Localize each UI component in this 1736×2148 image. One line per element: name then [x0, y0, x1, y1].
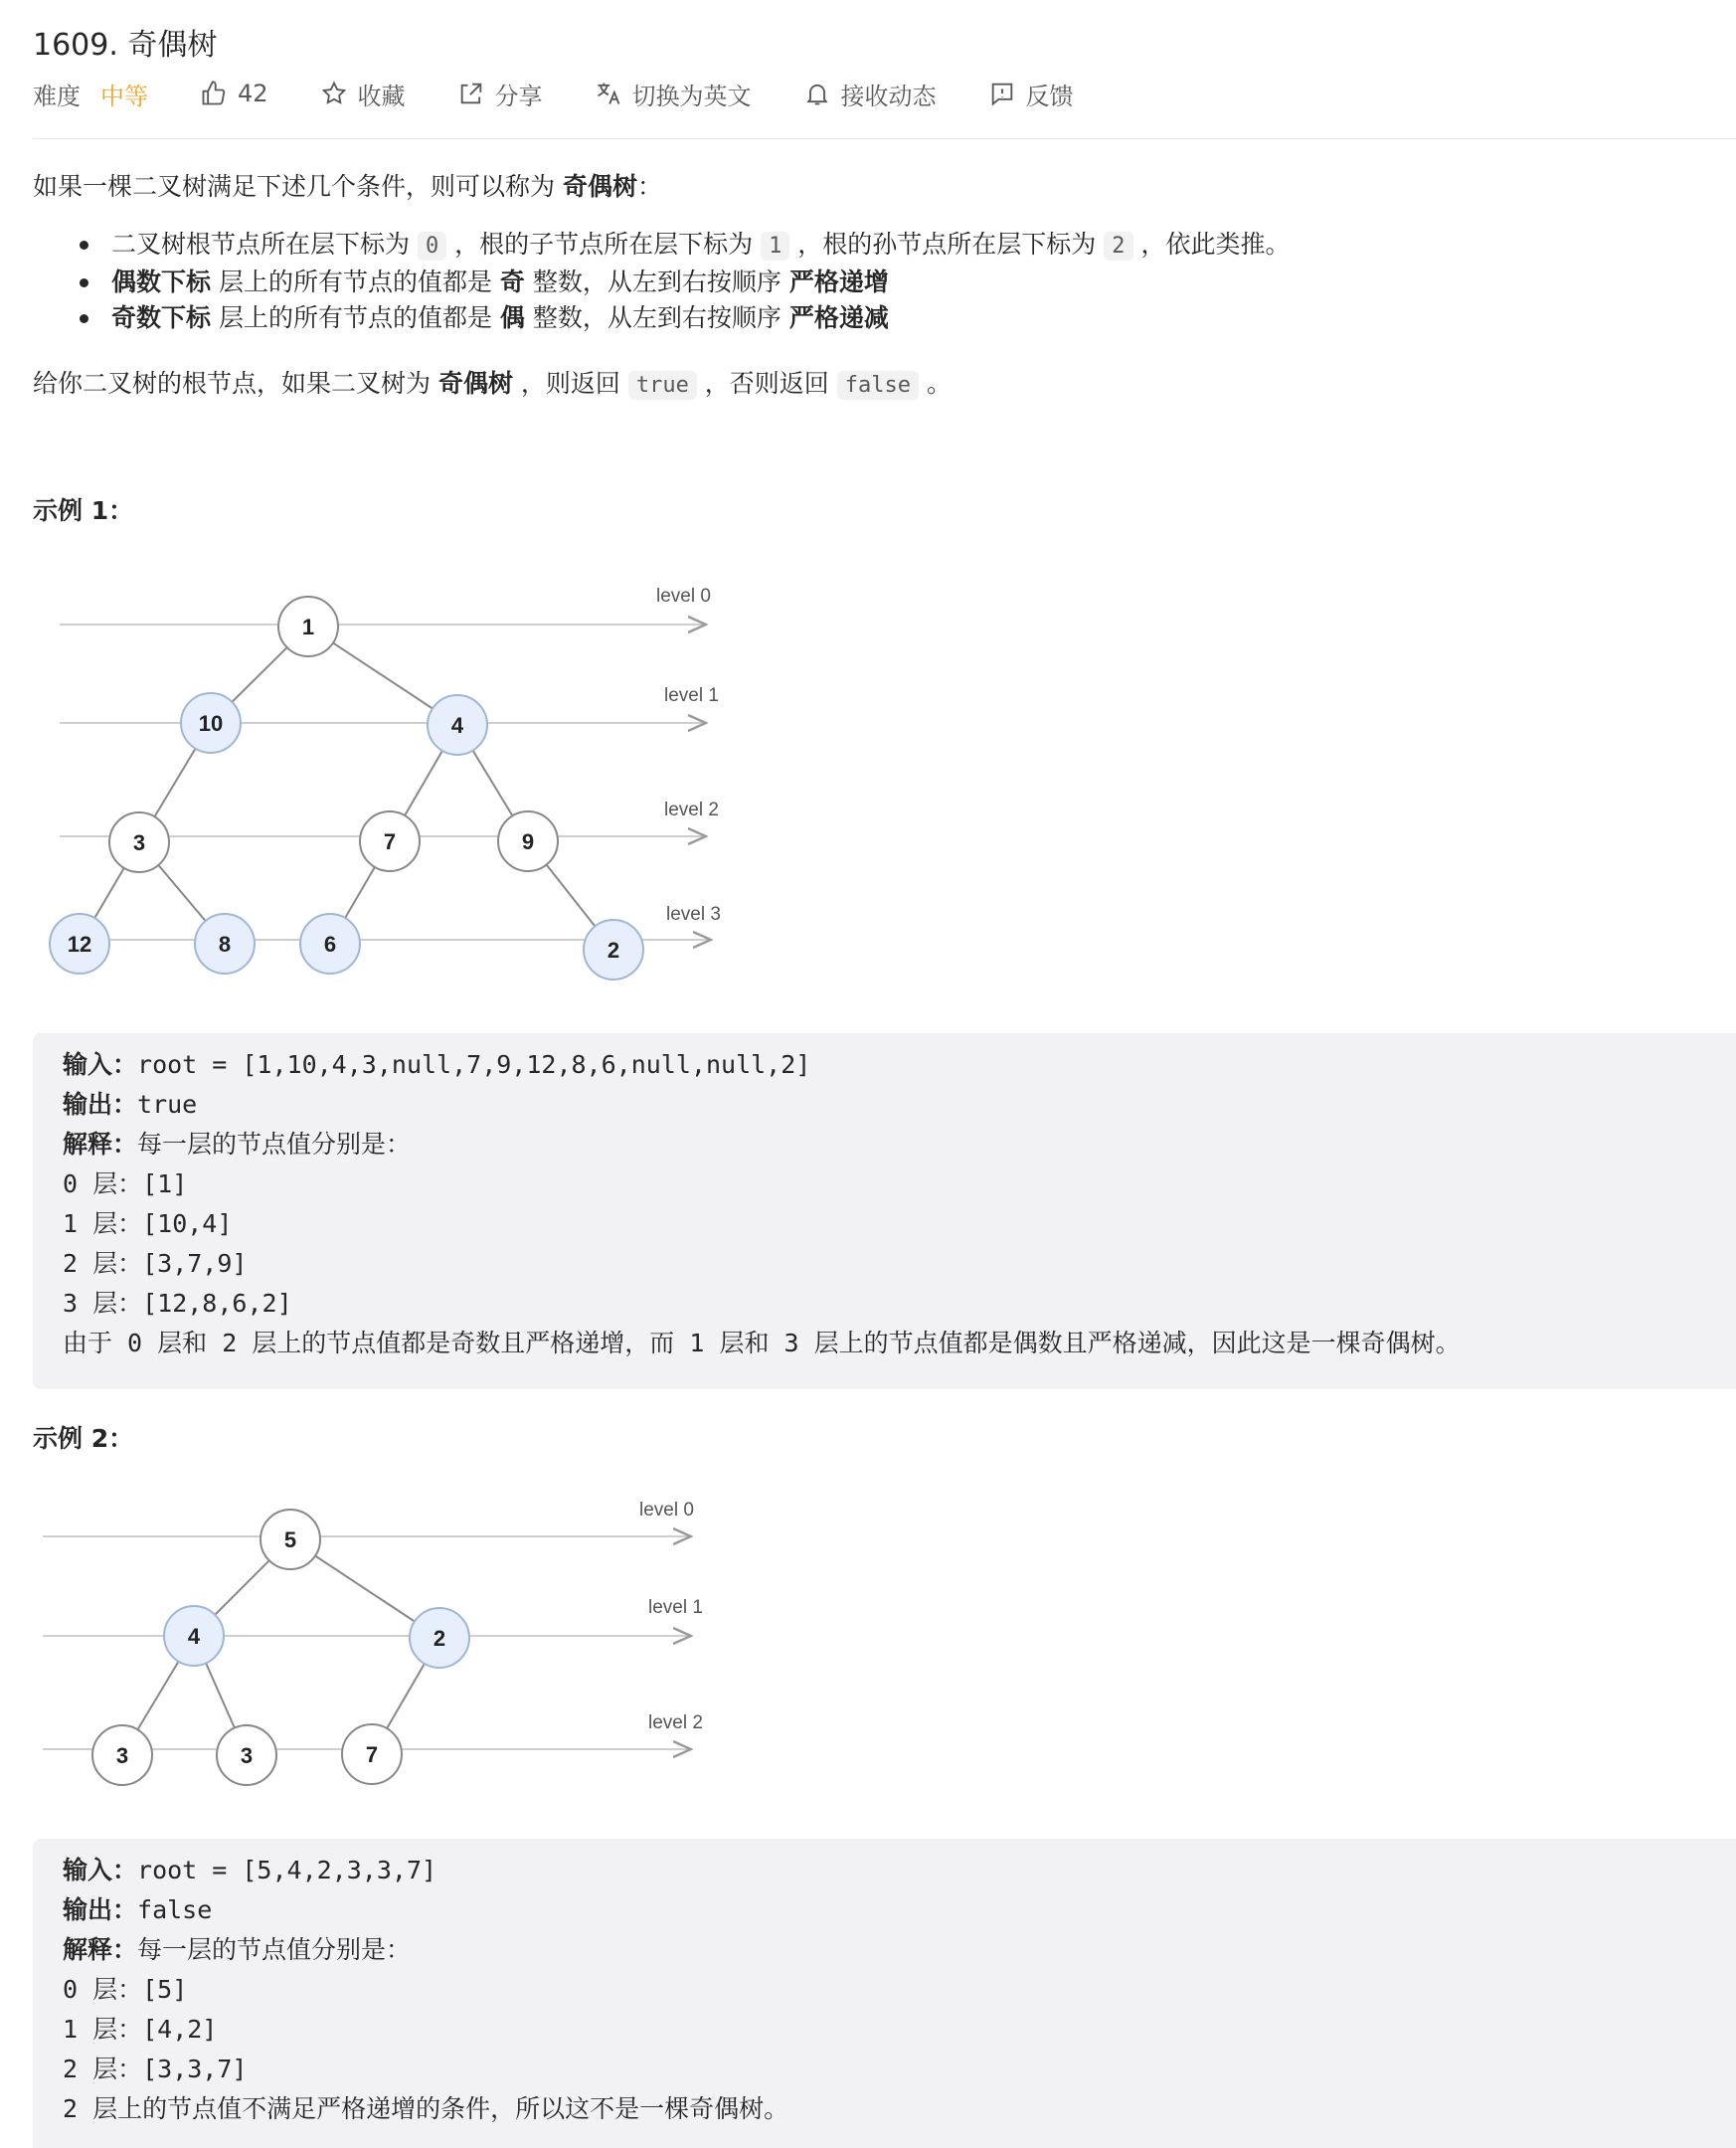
- text: ，依此类推。: [1132, 230, 1291, 259]
- input-value: root = [5,4,2,3,3,7]: [137, 1856, 437, 1884]
- text: 。: [919, 369, 952, 398]
- output-line: [63, 1890, 1736, 1930]
- condition-item-level-index: [80, 227, 1290, 265]
- explain-line: [63, 1930, 1736, 1970]
- inline-code: 2: [1104, 232, 1132, 261]
- bell-icon: [803, 80, 831, 107]
- feedback-icon: [988, 80, 1016, 107]
- text: ，根的子节点所在层下标为: [446, 230, 762, 259]
- output-value: false: [137, 1895, 213, 1924]
- difficulty-label: 难度: [33, 82, 81, 110]
- star-icon: [320, 80, 348, 107]
- return-paragraph: [33, 364, 952, 400]
- level-label: level 1: [664, 685, 719, 706]
- favorite-label: 收藏: [357, 82, 406, 110]
- node-value: 4: [450, 713, 464, 738]
- explain-detail-line: 1 层：[4,2]: [63, 2015, 218, 2044]
- text: 给你二叉树的根节点，如果二叉树为: [33, 369, 438, 398]
- explain-detail-line: 0 层：[5]: [63, 1975, 188, 2004]
- node-value: 2: [433, 1626, 446, 1651]
- output-label: 输出：: [63, 1090, 138, 1119]
- level-label: level 2: [648, 1712, 703, 1733]
- share-icon: [457, 80, 485, 107]
- node-value: 3: [115, 1743, 129, 1768]
- intro-term: 奇偶树: [562, 172, 637, 201]
- node-value: 9: [521, 829, 535, 854]
- condition-item-even-level: [80, 265, 1290, 300]
- bold-text: 偶数下标: [111, 268, 212, 296]
- bold-text: 偶: [499, 303, 525, 332]
- feedback-label: 反馈: [1025, 82, 1074, 110]
- thumbs-up-icon: [200, 80, 228, 107]
- intro-paragraph: [33, 167, 662, 203]
- text: ，则返回: [512, 369, 628, 398]
- node-value: 2: [607, 938, 620, 963]
- node-value: 12: [67, 932, 92, 957]
- explain-detail-line: 2 层上的节点值不满足严格递增的条件，所以这不是一棵奇偶树。: [63, 2094, 789, 2123]
- condition-list: [80, 227, 1290, 336]
- switch-language-label: 切换为英文: [631, 82, 752, 110]
- input-line: [63, 1045, 1736, 1085]
- share-button[interactable]: [457, 77, 543, 111]
- text: ，否则返回: [696, 369, 837, 398]
- text: 整数，从左到右按顺序: [524, 303, 789, 332]
- text: 层上的所有节点的值都是: [211, 303, 500, 332]
- example-1-tree-diagram: [40, 572, 736, 989]
- node-value: 4: [187, 1624, 201, 1649]
- subscribe-label: 接收动态: [840, 82, 937, 110]
- level-label: level 1: [648, 1597, 703, 1618]
- example-2-title: 示例 2：: [33, 1424, 134, 1453]
- text: 层上的所有节点的值都是: [211, 268, 500, 296]
- problem-title: 1609. 奇偶树: [33, 28, 218, 63]
- explain-detail-line: 1 层：[10,4]: [63, 1209, 233, 1238]
- node-value: 3: [132, 830, 146, 855]
- node-value: 7: [365, 1742, 379, 1767]
- input-value: root = [1,10,4,3,null,7,9,12,8,6,null,null,2]: [137, 1050, 811, 1079]
- bold-text: 奇数下标: [111, 303, 212, 332]
- like-count: 42: [238, 80, 268, 107]
- node-value: 5: [283, 1527, 297, 1552]
- level-label: level 0: [639, 1500, 694, 1521]
- output-line: [63, 1085, 1736, 1125]
- text: ，根的孙节点所在层下标为: [789, 230, 1105, 259]
- explain-value: 每一层的节点值分别是：: [137, 1130, 412, 1159]
- inline-code: true: [628, 371, 697, 400]
- bold-text: 严格递减: [788, 303, 889, 332]
- header-divider: [33, 138, 1736, 139]
- inline-code: 0: [418, 232, 446, 261]
- text: 二叉树根节点所在层下标为: [111, 230, 418, 259]
- inline-code: 1: [761, 232, 789, 261]
- explain-label: 解释：: [63, 1130, 138, 1159]
- intro-text: 如果一棵二叉树满足下述几个条件，则可以称为: [33, 172, 563, 201]
- feedback-button[interactable]: [988, 77, 1074, 111]
- node-value: 1: [301, 615, 315, 639]
- explain-line: [63, 1125, 1736, 1164]
- translate-icon: [595, 80, 622, 107]
- example-1-code-block: [33, 1033, 1736, 1389]
- explain-detail-line: 0 层：[1]: [63, 1169, 188, 1198]
- bold-text: 奇: [499, 268, 525, 296]
- example-1-title: 示例 1：: [33, 496, 134, 525]
- favorite-button[interactable]: [320, 77, 406, 111]
- node-value: 3: [240, 1743, 254, 1768]
- explain-detail-line: 由于 0 层和 2 层上的节点值都是奇数且严格递增，而 1 层和 3 层上的节点值都是偶数且严格递减，因此这是一棵奇偶树。: [63, 1329, 1461, 1357]
- condition-item-odd-level: [80, 300, 1290, 336]
- level-label: level 0: [656, 586, 711, 607]
- input-label: 输入：: [63, 1856, 138, 1884]
- explain-value: 每一层的节点值分别是：: [137, 1935, 412, 1964]
- explain-detail-line: 3 层：[12,8,6,2]: [63, 1289, 292, 1318]
- explain-detail-line: 2 层：[3,3,7]: [63, 2055, 248, 2083]
- node-value: 7: [383, 829, 397, 854]
- like-button[interactable]: [200, 80, 268, 107]
- input-label: 输入：: [63, 1050, 138, 1079]
- difficulty-badge: 中等: [100, 82, 148, 110]
- switch-language-button[interactable]: [595, 77, 752, 111]
- node-value: 6: [323, 932, 337, 957]
- text: 整数，从左到右按顺序: [524, 268, 789, 296]
- share-label: 分享: [494, 82, 543, 110]
- bold-text: 奇偶树: [437, 369, 513, 398]
- output-label: 输出：: [63, 1895, 138, 1924]
- intro-colon: ：: [636, 172, 662, 201]
- explain-detail-line: 2 层：[3,7,9]: [63, 1249, 248, 1278]
- example-2-code-block: [33, 1839, 1736, 2148]
- explain-label: 解释：: [63, 1935, 138, 1964]
- inline-code: false: [837, 371, 919, 400]
- node-value: 10: [198, 711, 224, 736]
- node-value: 8: [218, 932, 232, 957]
- output-value: true: [137, 1090, 198, 1119]
- level-label: level 2: [664, 800, 719, 820]
- bold-text: 严格递增: [788, 268, 889, 296]
- problem-toolbar: [33, 74, 1126, 113]
- subscribe-button[interactable]: [803, 77, 937, 111]
- example-2-tree-diagram: [40, 1492, 736, 1800]
- input-line: [63, 1851, 1736, 1890]
- level-label: level 3: [666, 904, 721, 925]
